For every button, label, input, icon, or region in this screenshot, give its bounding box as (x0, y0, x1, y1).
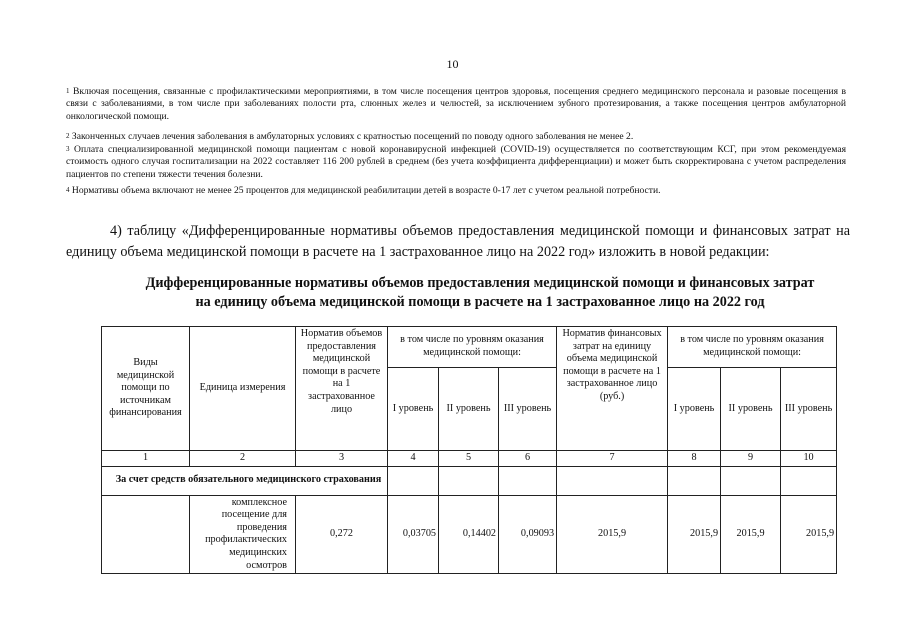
col-number: 10 (781, 451, 837, 467)
header-cost-level-3: III уровень (781, 368, 837, 451)
footnote-mark: 1 (66, 87, 70, 95)
page-number: 10 (446, 57, 459, 71)
header-cost-level-1: I уровень (668, 368, 721, 451)
header-cost-norm: Норматив финансовых затрат на единицу объема медицинской помощи в расчете на 1 застрахованное лицо (руб.) (557, 327, 668, 451)
header-vol-level-1: I уровень (388, 368, 439, 451)
volume-cell: 0,272 (296, 495, 388, 574)
cost-level-2-cell: 2015,9 (721, 495, 781, 574)
footnote-text: Оплата специализированной медицинской помощи пациентам с новой коронавирусной инфекцией (COVID-19) осуществляется по соответствующим КСГ, при этом рекомендуемая стоимость одного случая госпитализации на 2022 составляет 116 200 рублей в среднем (без учета коэффициента дифференциации) и может быть скорректирована с учетом распределения пациентов по степени тяжести течения болезни. (66, 144, 846, 180)
footnote-text: Включая посещения, связанные с профилактическими мероприятиями, в том числе посещения центров здоровья, посещения среднего медицинского персонала и разовые посещения в связи с заболеваниями, в том числе при заболеваниях полости рта, слюнных желез и челюстей, за исключением зубного протезирования, а также посещения центров амбулаторной онкологической помощи. (66, 86, 847, 122)
cost-cell: 2015,9 (557, 495, 668, 574)
col-number: 1 (102, 451, 190, 467)
header-unit: Единица измерения (190, 327, 296, 451)
footnote-1 (66, 86, 846, 123)
header-vol-level-2: II уровень (439, 368, 499, 451)
footnote-mark: 3 (66, 145, 70, 153)
column-number-row (102, 451, 837, 467)
footnote-text: Нормативы объема включают не менее 25 процентов для медицинской реабилитации детей в возрасте 0-17 лет с учетом реальной потребности. (71, 185, 661, 196)
volume-level-3-cell: 0,09093 (499, 495, 557, 574)
col-number: 8 (668, 451, 721, 467)
section-row (102, 466, 837, 495)
table-row (102, 495, 837, 574)
col-number: 3 (296, 451, 388, 467)
header-cost-level-2: II уровень (721, 368, 781, 451)
footnote-text: Законченных случаев лечения заболевания в амбулаторных условиях с кратностью посещений по поводу одного заболевания не менее 2. (71, 131, 634, 142)
section-title: За счет средств обязательного медицинского страхования (102, 466, 388, 495)
header-cost-levels: в том числе по уровням оказания медицинской помощи: (668, 327, 837, 368)
col-number: 9 (721, 451, 781, 467)
header-vol-level-3: III уровень (499, 368, 557, 451)
header-volume-levels: в том числе по уровням оказания медицинской помощи: (388, 327, 557, 368)
footnote-mark: 4 (66, 186, 70, 194)
amendment-paragraph: 4) таблицу «Дифференцированные нормативы объемов предоставления медицинской помощи и финансовых затрат на единицу объема медицинской помощи в расчете на 1 застрахованное лицо на 2022 год» изложить в новой редакции: (66, 223, 850, 260)
col-number: 6 (499, 451, 557, 467)
col-number: 4 (388, 451, 439, 467)
footnote-2 (66, 131, 846, 143)
volume-level-1-cell: 0,03705 (388, 495, 439, 574)
table-heading-line-2: на единицу объема медицинской помощи в расчете на 1 застрахованное лицо на 2022 год (195, 294, 765, 310)
volume-level-2-cell: 0,14402 (439, 495, 499, 574)
header-kinds: Виды медицинской помощи по источникам финансирования (102, 327, 190, 451)
norms-table (101, 326, 837, 574)
footnote-mark: 2 (66, 132, 70, 140)
header-row-1 (102, 327, 837, 368)
cost-level-3-cell: 2015,9 (781, 495, 837, 574)
col-number: 2 (190, 451, 296, 467)
table-heading-line-1: Дифференцированные нормативы объемов предоставления медицинской помощи и финансовых затрат (145, 275, 815, 291)
footnote-4 (66, 185, 846, 197)
col-number: 5 (439, 451, 499, 467)
cost-level-1-cell: 2015,9 (668, 495, 721, 574)
table-heading (100, 274, 860, 312)
col-number: 7 (557, 451, 668, 467)
footnote-3 (66, 144, 846, 181)
header-volume-norm: Норматив объемов предоставления медицинской помощи в расчете на 1 застрахованное лицо (296, 327, 388, 451)
unit-cell: комплексное посещение для проведения профилактических медицинских осмотров (190, 495, 296, 574)
